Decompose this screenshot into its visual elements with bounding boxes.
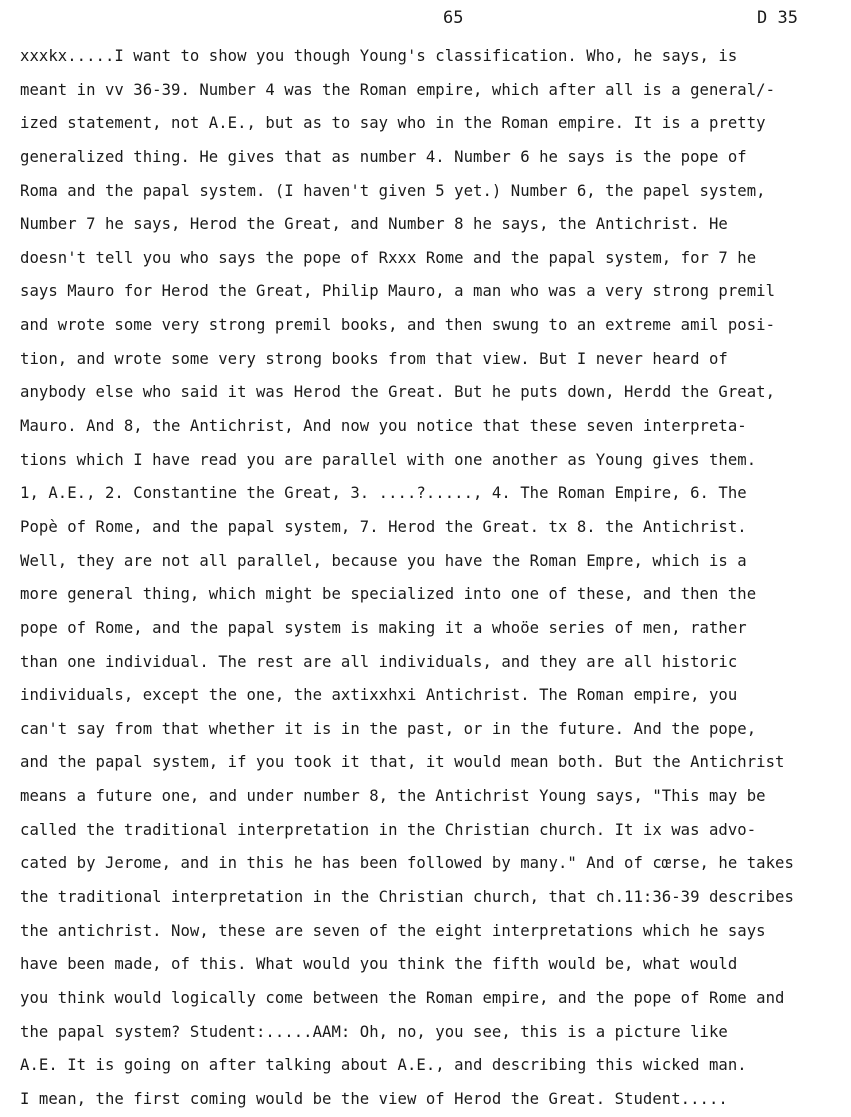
text-line: have been made, of this. What would you think the fifth would be, what would — [20, 955, 738, 974]
text-line: anybody else who said it was Herod the Great. But he puts down, Herdd the Great, — [20, 383, 776, 402]
text-line: says Mauro for Herod the Great, Philip Mauro, a man who was a very strong premil — [20, 282, 776, 301]
text-line: you think would logically come between the Roman empire, and the pope of Rome and — [20, 988, 785, 1007]
text-line: Number 7 he says, Herod the Great, and Number 8 he says, the Antichrist. He — [20, 215, 728, 234]
text-line: the papal system? Student:.....AAM: Oh, no, you see, this is a picture like — [20, 1022, 728, 1041]
text-line: pope of Rome, and the papal system is making it a whoöe series of men, rather — [20, 618, 747, 637]
text-line: Roma and the papal system. (I haven't given 5 yet.) Number 6, the papel system, — [20, 181, 766, 200]
text-line: more general thing, which might be specialized into one of these, and then the — [20, 585, 757, 604]
transcript-body — [20, 40, 850, 1117]
document-code: D 35 — [757, 8, 798, 28]
text-line: I mean, the first coming would be the view of Herod the Great. Student..... — [20, 1089, 728, 1108]
text-line: generalized thing. He gives that as number 4. Number 6 he says is the pope of — [20, 147, 747, 166]
text-line: the antichrist. Now, these are seven of the eight interpretations which he says — [20, 921, 766, 940]
text-line: xxxkx.....I want to show you though Young's classification. Who, he says, is — [20, 47, 738, 65]
text-line: tion, and wrote some very strong books from that view. But I never heard of — [20, 349, 728, 368]
text-line: individuals, except the one, the axtixxhxi Antichrist. The Roman empire, you — [20, 686, 738, 705]
text-line: means a future one, and under number 8, the Antichrist Young says, "This may be — [20, 787, 766, 806]
text-line: and wrote some very strong premil books, and then swung to an extreme amil posi- — [20, 316, 776, 335]
text-line: meant in vv 36-39. Number 4 was the Roman empire, which after all is a general/- — [20, 80, 776, 99]
text-line: A.E. It is going on after talking about A.E., and describing this wicked man. — [20, 1056, 747, 1075]
text-line: and the papal system, if you took it that, it would mean both. But the Antichrist — [20, 753, 785, 772]
page-number: 65 — [443, 8, 464, 28]
text-line: tions which I have read you are parallel with one another as Young gives them. — [20, 450, 757, 469]
text-line: Mauro. And 8, the Antichrist, And now you notice that these seven interpreta- — [20, 417, 747, 436]
text-line: ized statement, not A.E., but as to say who in the Roman empire. It is a pretty — [20, 114, 766, 133]
text-line: the traditional interpretation in the Christian church, that ch.11:36-39 describes — [20, 888, 794, 907]
text-line: Well, they are not all parallel, because you have the Roman Empre, which is a — [20, 551, 747, 570]
text-line: called the traditional interpretation in the Christian church. It ix was advo- — [20, 820, 757, 839]
text-line: Popè of Rome, and the papal system, 7. Herod the Great. tx 8. the Antichrist. — [20, 517, 747, 536]
text-line: doesn't tell you who says the pope of Rxxx Rome and the papal system, for 7 he — [20, 248, 757, 267]
text-line: can't say from that whether it is in the past, or in the future. And the pope, — [20, 719, 757, 738]
page-header — [0, 6, 851, 34]
text-line: than one individual. The rest are all individuals, and they are all historic — [20, 652, 738, 671]
text-line: cated by Jerome, and in this he has been followed by many." And of cœrse, he takes — [20, 854, 794, 873]
text-line: 1, A.E., 2. Constantine the Great, 3. ....?....., 4. The Roman Empire, 6. The — [20, 484, 747, 503]
